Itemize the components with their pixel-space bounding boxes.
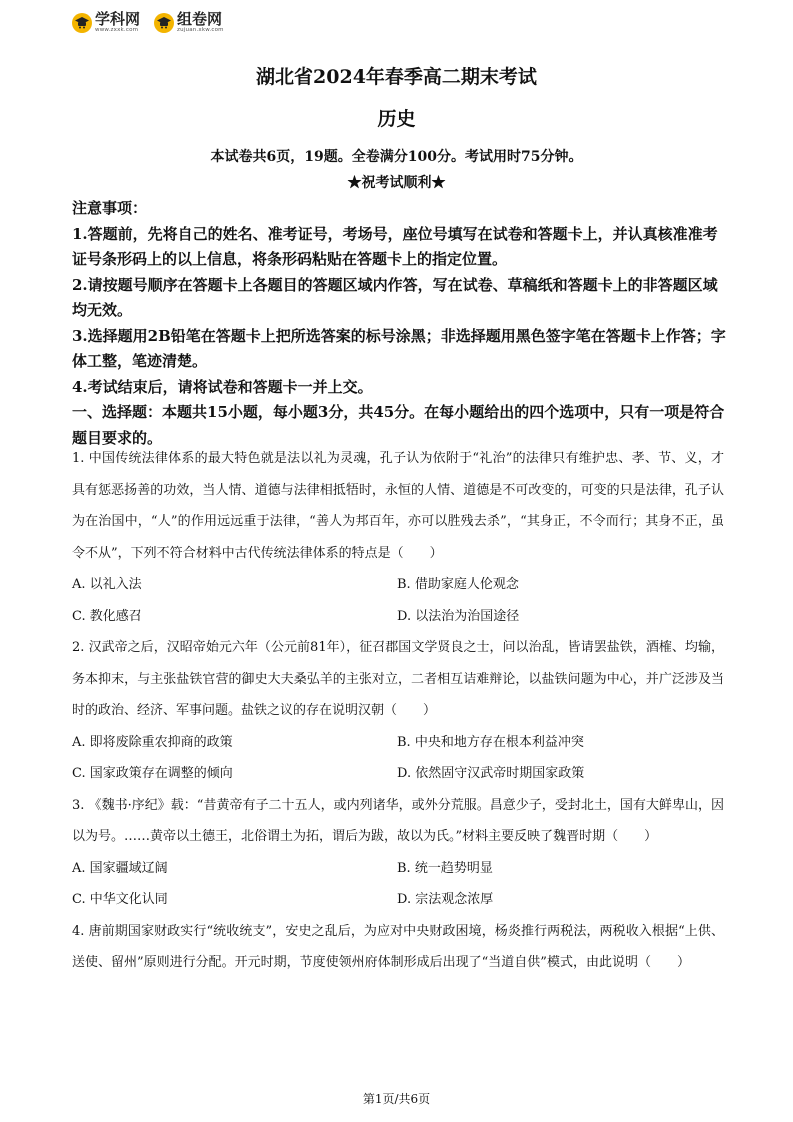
logo-name: 组卷网 bbox=[177, 10, 223, 28]
exam-wish: ★祝考试顺利★ bbox=[347, 175, 446, 191]
question-stem: 3. 《魏书·序纪》载：“昔黄帝有子二十五人，或内列诸华，或外分荒服。昌意少子，受封北土，国有大鲜卑山，因以为号。……黄帝以土德王，北俗谓土为拓，谓后为跋，故以为氏。”材料主要反映了魏晋时期（ ） bbox=[72, 797, 724, 844]
option-b[interactable]: B. 中央和地方存在根本利益冲突 bbox=[397, 734, 584, 750]
option-a[interactable]: A. 国家疆域辽阔 bbox=[72, 860, 168, 876]
question-stem: 4. 唐前期国家财政实行“统收统支”，安史之乱后，为应对中央财政困境，杨炎推行两税法，两税收入根据“上供、送使、留州”原则进行分配。开元时期，节度使领州府体制形成后出现了“当道自供”模式，由此说明（ ） bbox=[72, 923, 724, 970]
subject-title: 历史 bbox=[377, 108, 416, 130]
option-b[interactable]: B. 统一趋势明显 bbox=[397, 860, 493, 876]
logo-url: www.zxxk.com bbox=[95, 27, 139, 33]
page-footer: 第1页/共6页 bbox=[362, 1092, 431, 1106]
question bbox=[72, 790, 724, 916]
notice-item: 4.考试结束后，请将试卷和答题卡一并上交。 bbox=[72, 377, 373, 396]
option-c[interactable]: C. 国家政策存在调整的倾向 bbox=[72, 766, 233, 781]
option-d[interactable]: D. 宗法观念浓厚 bbox=[397, 892, 494, 907]
question-stem: 1. 中国传统法律体系的最大特色就是法以礼为灵魂，孔子认为依附于“礼治”的法律只有维护忠、孝、节、义，才具有惩恶扬善的功效，当人情、道德与法律相抵牾时，永恒的人情、道德是不可改变的，可变的只是法律，孔子认为在治国中，“人”的作用远远重于法律，“善人为邦百年，亦可以胜残去杀”，“其身正，不令而行；其身不正，虽令不从”，下列不符合材料中古代传统法律体系的特点是（ ） bbox=[72, 451, 724, 561]
option-a[interactable]: A. 即将废除重农抑商的政策 bbox=[72, 734, 233, 750]
question bbox=[72, 632, 724, 790]
notice-item: 1.答题前，先将自己的姓名、准考证号，考场号，座位号填写在试卷和答题卡上，并认真核准准考证号条形码上的以上信息，将条形码粘贴在答题卡上的指定位置。 bbox=[72, 224, 718, 268]
graduation-cap-icon bbox=[72, 13, 92, 33]
section-heading: 一、选择题：本题共15小题，每小题3分，共45分。在每小题给出的四个选项中，只有一项是符合题目要求的。 bbox=[72, 403, 725, 447]
option-c[interactable]: C. 中华文化认同 bbox=[72, 892, 168, 907]
option-d[interactable]: D. 以法治为治国途径 bbox=[397, 608, 520, 624]
option-grid bbox=[72, 569, 724, 632]
question bbox=[72, 443, 724, 632]
notice-item: 3.选择题用2B铅笔在答题卡上把所选答案的标号涂黑；非选择题用黑色签字笔在答题卡上作答；字体工整，笔迹清楚。 bbox=[72, 326, 726, 370]
logo-url: zujuan.xkw.com bbox=[177, 27, 224, 33]
option-c[interactable]: C. 教化感召 bbox=[72, 608, 142, 624]
exam-title: 湖北省2024年春季高二期末考试 bbox=[256, 66, 537, 88]
header-logos bbox=[72, 12, 238, 34]
notice-block bbox=[72, 196, 732, 451]
option-d[interactable]: D. 依然固守汉武帝时期国家政策 bbox=[397, 766, 585, 781]
notice-heading: 注意事项： bbox=[72, 199, 148, 217]
question bbox=[72, 916, 724, 979]
option-grid bbox=[72, 853, 724, 916]
question-stem: 2. 汉武帝之后，汉昭帝始元六年（公元前81年），征召郡国文学贤良之士，问以治乱，皆请罢盐铁，酒榷、均输，务本抑末，与主张盐铁官营的御史大夫桑弘羊的主张对立，二者相互诘难辩论，以盐铁问题为中心，并广泛涉及当时的政治、经济、军事问题。盐铁之议的存在说明汉朝（ ） bbox=[72, 640, 724, 718]
option-a[interactable]: A. 以礼入法 bbox=[72, 577, 142, 592]
exam-info: 本试卷共6页，19题。全卷满分100分。考试用时75分钟。 bbox=[210, 149, 583, 165]
xuekewang-logo[interactable] bbox=[72, 12, 140, 34]
graduation-cap-icon bbox=[154, 13, 174, 33]
zujuanwang-logo[interactable] bbox=[154, 12, 224, 34]
option-grid bbox=[72, 727, 724, 790]
option-b[interactable]: B. 借助家庭人伦观念 bbox=[397, 577, 519, 592]
notice-item: 2.请按题号顺序在答题卡上各题目的答题区域内作答，写在试卷、草稿纸和答题卡上的非答题区域均无效。 bbox=[72, 275, 718, 319]
logo-name: 学科网 bbox=[95, 10, 141, 28]
question-list bbox=[72, 443, 724, 979]
